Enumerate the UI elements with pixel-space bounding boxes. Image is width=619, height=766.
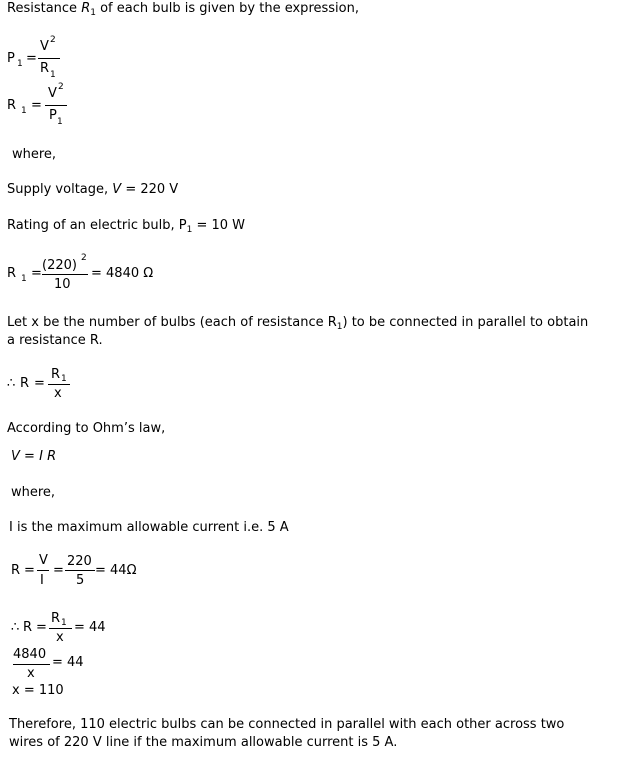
fraction-bar bbox=[45, 105, 67, 106]
fraction-bar bbox=[38, 58, 60, 59]
ohm-law-equation: V = I R bbox=[11, 449, 57, 464]
equation-bulb-resistance: R 1 = (220) 2 10 = 4840 Ω bbox=[7, 253, 154, 292]
fraction-bar bbox=[49, 628, 72, 629]
answer-line: x = 110 bbox=[12, 683, 64, 698]
where-label: where, bbox=[12, 147, 57, 162]
let-line-1: Let x be the number of bulbs (each of resistance $R_1$) to be connected in parallel to obtain bbox=[7, 315, 589, 332]
supply-voltage-line: Supply voltage, V = 220 V bbox=[7, 182, 179, 197]
fraction-bar bbox=[13, 664, 50, 665]
equation-parallel: ∴ R = R 1 x bbox=[7, 366, 87, 406]
equation-solve: 4840 x = 44 bbox=[13, 647, 84, 681]
fraction-bar bbox=[37, 570, 49, 571]
var-r: R bbox=[81, 1, 91, 16]
fraction-bar bbox=[42, 274, 88, 275]
fraction-bar bbox=[65, 570, 95, 571]
where-label: where, bbox=[11, 485, 56, 500]
equation-resistance: R 1 = V 2 P 1 bbox=[7, 89, 67, 129]
intro-line: Resistance $R_1$ of each bulb is given by the expression, bbox=[7, 1, 359, 18]
let-line-2: a resistance R. bbox=[7, 333, 103, 348]
equation-max-resistance: R = V I = 220 5 = 44Ω bbox=[11, 553, 137, 588]
equation-power: P 1 = V 2 R 1 bbox=[7, 39, 67, 79]
current-definition: I is the maximum allowable current i.e. 5 A bbox=[9, 520, 289, 535]
bulb-rating-line: Rating of an electric bulb, $P_1 = 10$ W bbox=[7, 218, 246, 235]
fraction-bar bbox=[48, 384, 70, 385]
conclusion-line-2: wires of 220 V line if the maximum allowable current is 5 A. bbox=[9, 735, 398, 750]
equation-parallel-substituted: ∴ R = R 1 x = 44 bbox=[11, 611, 106, 645]
ohm-law-label: According to Ohm’s law, bbox=[7, 421, 166, 436]
conclusion-line-1: Therefore, 110 electric bulbs can be connected in parallel with each other across two bbox=[9, 717, 565, 732]
